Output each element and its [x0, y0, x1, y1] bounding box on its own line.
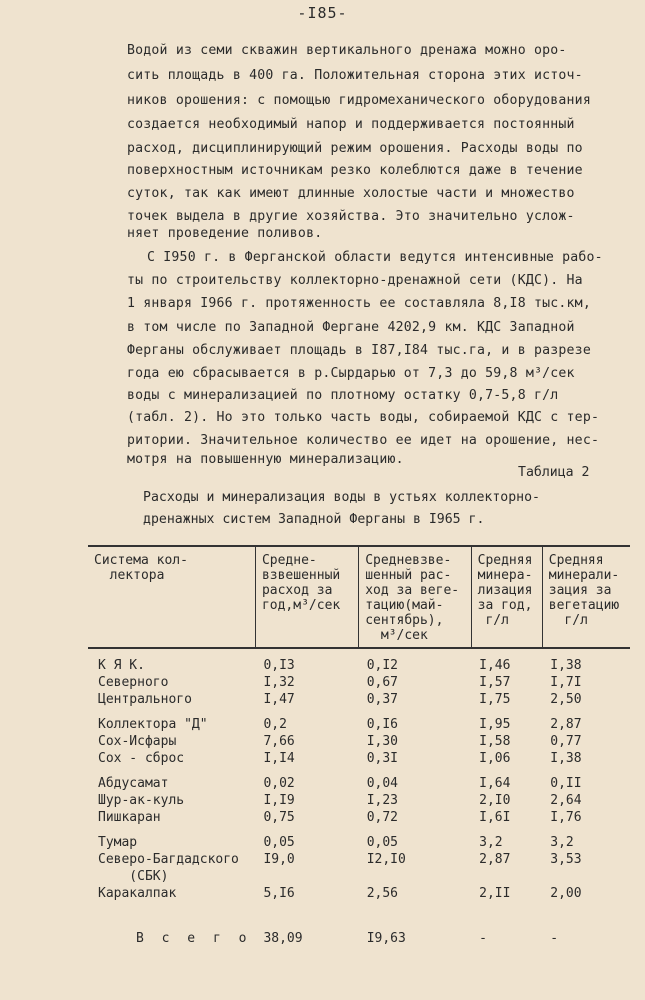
table-row [88, 851, 630, 885]
text-line: (табл. 2). Но это только часть воды, собираемой КДС с тер- [127, 410, 600, 425]
table-cell: 2,I0 [479, 793, 511, 808]
table-cell: 2,II [479, 886, 511, 901]
table-cell: 0,I3 [263, 658, 295, 673]
table-cell: 0,3I [366, 751, 398, 766]
table-row [88, 750, 630, 767]
table-cell: 5,I6 [263, 886, 295, 901]
header-season-mineral: Средняя минерали- зация за вегетацию г/л [542, 546, 630, 648]
table-cell: 0,I6 [366, 717, 398, 732]
table-cell: I,06 [479, 751, 511, 766]
table-cell: I2,I0 [366, 852, 406, 867]
table-cell: I,7I [550, 675, 582, 690]
table-cell: I,64 [479, 776, 511, 791]
table-cell: 0,II [550, 776, 582, 791]
table-cell: 3,2 [550, 835, 574, 850]
row-spacer [88, 708, 630, 716]
table-cell: 2,87 [550, 717, 582, 732]
table-cell: 0,05 [263, 835, 295, 850]
collector-name: Пишкаран [98, 810, 161, 825]
table-cell: 3,2 [479, 835, 503, 850]
table-row [88, 809, 630, 826]
table-row [88, 775, 630, 792]
table-cell: I9,0 [263, 852, 295, 867]
table-cell: I,I9 [263, 793, 295, 808]
table-title-line-1: Расходы и минерализация воды в устьях коллекторно- [143, 490, 540, 505]
table-row [88, 691, 630, 708]
table-cell: 0,I2 [366, 658, 398, 673]
header-system: Система кол- лектора [88, 546, 255, 648]
table-cell: 0,02 [263, 776, 295, 791]
table-cell: 2,00 [550, 886, 582, 901]
collector-name: Северо-Багдадского (СБК) [98, 852, 239, 884]
table-row [88, 792, 630, 809]
text-line: поверхностным источникам резко колеблются даже в течение [127, 163, 583, 178]
text-line: 1 января I966 г. протяженность ее составляла 8,I8 тыс.км, [127, 296, 591, 311]
total-row [88, 902, 630, 947]
table-cell: I,46 [479, 658, 511, 673]
collector-name: Шур-ак-куль [98, 793, 185, 808]
data-table [88, 545, 630, 947]
text-line: точек выдела в другие хозяйства. Это значительно услож- [127, 209, 575, 224]
text-line: мотря на повышенную минерализацию. [127, 452, 404, 467]
table-title-line-2: дренажных систем Западной Ферганы в I965 г. [143, 512, 485, 527]
collector-name: Сох-Исфары [98, 734, 177, 749]
text-line: ритории. Значительное количество ее идет на орошение, нес- [127, 433, 600, 448]
table-row [88, 733, 630, 750]
text-line: воды с минерализацией по плотному остатку 0,7-5,8 г/л [127, 388, 559, 403]
total-cell: - [479, 931, 487, 946]
table-cell: 0,37 [366, 692, 398, 707]
collector-name: Северного [98, 675, 169, 690]
total-cell: I9,63 [366, 931, 406, 946]
table-cell: I,38 [550, 751, 582, 766]
table-cell: I,I4 [263, 751, 295, 766]
table-row [88, 834, 630, 851]
text-line: Водой из семи скважин вертикального дренажа можно оро- [127, 43, 567, 58]
table-cell: 0,67 [366, 675, 398, 690]
table-cell: I,75 [479, 692, 511, 707]
table-cell: 2,56 [366, 886, 398, 901]
table-cell: 0,05 [366, 835, 398, 850]
table-cell: I,57 [479, 675, 511, 690]
table-cell: 7,66 [263, 734, 295, 749]
text-line: ников орошения: с помощью гидромеханического оборудования [127, 93, 591, 108]
collector-name: Коллектора "Д" [98, 717, 208, 732]
collector-name: Каракалпак [98, 886, 177, 901]
table-cell: 2,64 [550, 793, 582, 808]
text-line: ты по строительству коллекторно-дренажной сети (КДС). На [127, 273, 583, 288]
text-line: расход, дисциплинирующий режим орошения. Расходы воды по [127, 141, 583, 156]
table-cell: I,95 [479, 717, 511, 732]
header-season-flow: Средневзве- шенный рас- ход за веге- тацию(май- сентябрь), м³/сек [359, 546, 471, 648]
table-cell: I,47 [263, 692, 295, 707]
collector-name: Сох - сброс [98, 751, 185, 766]
table-cell: I,23 [366, 793, 398, 808]
table-header-row [88, 546, 630, 648]
table-row [88, 657, 630, 674]
table-cell: 0,77 [550, 734, 582, 749]
table-body [88, 648, 630, 947]
table-cell: I,76 [550, 810, 582, 825]
table-cell: 2,87 [479, 852, 511, 867]
text-line: сить площадь в 400 га. Положительная сторона этих источ- [127, 68, 583, 83]
table-cell: 3,53 [550, 852, 582, 867]
table-cell: 0,75 [263, 810, 295, 825]
table-row [88, 716, 630, 733]
text-line: создается необходимый напор и поддерживается постоянный [127, 117, 575, 132]
row-spacer [88, 826, 630, 834]
table-row [88, 674, 630, 691]
total-cell: 38,09 [263, 931, 303, 946]
page-number: -I85- [297, 4, 348, 22]
table-cell: 0,2 [263, 717, 287, 732]
text-line: года ею сбрасывается в р.Сырдарью от 7,3 до 59,8 м³/сек [127, 366, 575, 381]
table-label: Таблица 2 [518, 465, 590, 480]
header-annual-flow: Средне- взвешенный расход за год,м³/сек [255, 546, 358, 648]
collector-name: К Я К. [98, 658, 145, 673]
header-annual-mineral: Средняя минера- лизация за год, г/л [471, 546, 542, 648]
text-line: Ферганы обслуживает площадь в I87,I84 тыс.га, и в разрезе [127, 343, 591, 358]
text-line: суток, так как имеют длинные холостые части и множество [127, 186, 575, 201]
text-line: С I950 г. в Ферганской области ведутся интенсивные рабо- [147, 250, 603, 265]
row-spacer [88, 648, 630, 657]
text-line: няет проведение поливов. [127, 226, 323, 241]
table-cell: I,6I [479, 810, 511, 825]
table-cell: 0,04 [366, 776, 398, 791]
collector-name: Центрального [98, 692, 192, 707]
text-line: в том числе по Западной Фергане 4202,9 км. КДС Западной [127, 320, 575, 335]
table-cell: 2,50 [550, 692, 582, 707]
table-cell: I,38 [550, 658, 582, 673]
table-cell: 0,72 [366, 810, 398, 825]
table-cell: I,58 [479, 734, 511, 749]
total-label: В с е г о [136, 931, 252, 946]
table-cell: I,32 [263, 675, 295, 690]
row-spacer [88, 767, 630, 775]
table-cell: I,30 [366, 734, 398, 749]
collector-name: Абдусамат [98, 776, 169, 791]
total-cell: - [550, 931, 559, 946]
table-row [88, 885, 630, 902]
collector-name: Тумар [98, 835, 138, 850]
